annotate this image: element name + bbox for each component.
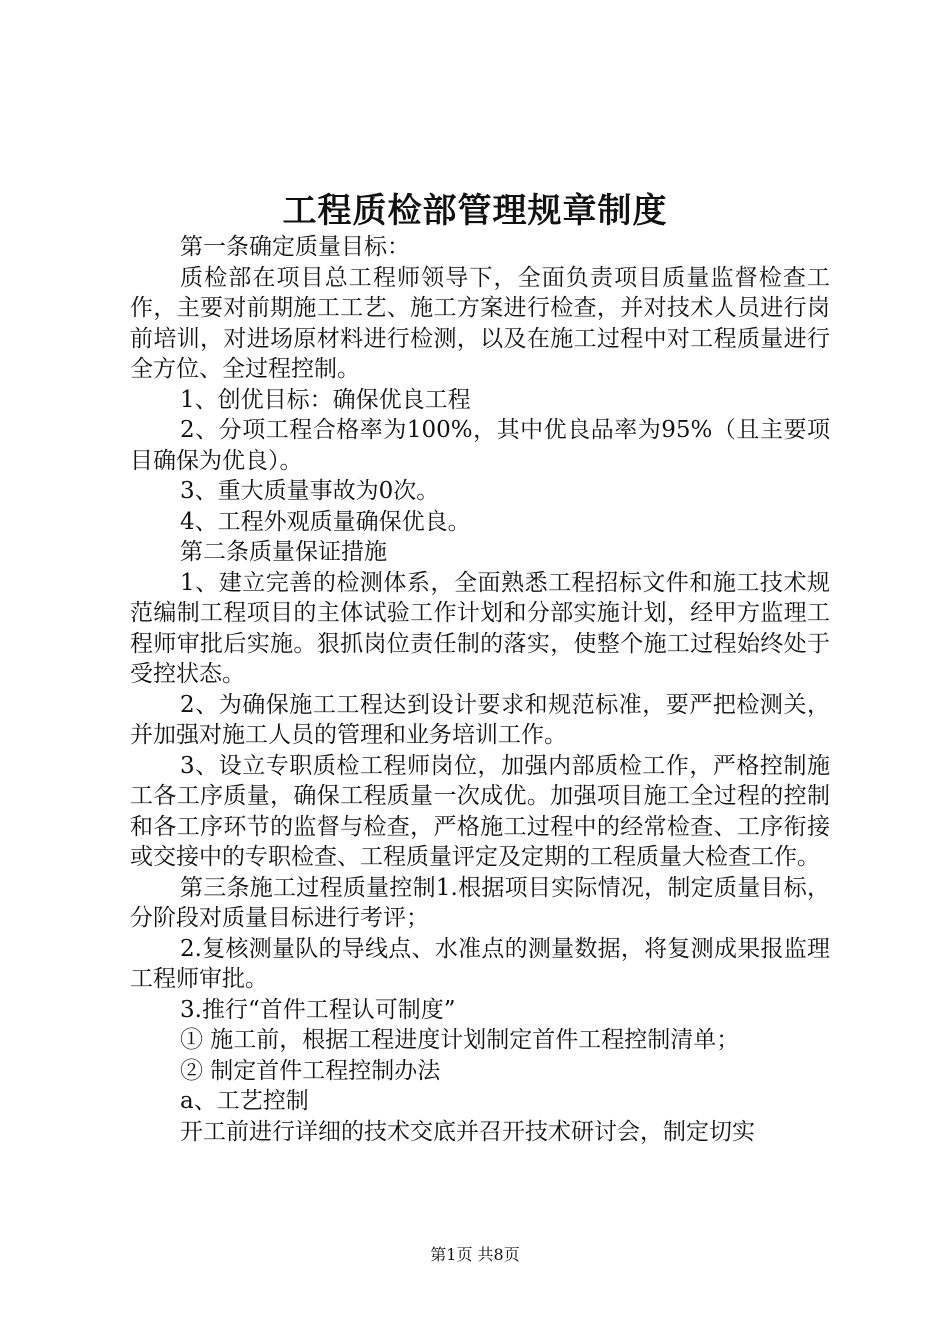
paragraph: ① 施工前，根据工程进度计划制定首件工程控制清单； <box>180 1027 740 1053</box>
paragraph: 4、工程外观质量确保优良。 <box>180 508 471 535</box>
paragraph: 1、创优目标：确保优良工程 <box>180 386 471 413</box>
paragraph: 2、分项工程合格率为100%，其中优良品率为95%（且主要项目确保为优良）。 <box>130 417 830 474</box>
paragraph: 第一条确定质量目标： <box>180 234 410 260</box>
paragraph: 质检部在项目总工程师领导下，全面负责项目质量监督检查工作，主要对前期施工工艺、施工方案进行检查，并对技术人员进行岗前培训，对进场原材料进行检测，以及在施工过程中对工程质量进行全方位、全过程控制。 <box>130 264 830 382</box>
paragraph: 第三条施工过程质量控制1.根据项目实际情况，制定质量目标，分阶段对质量目标进行考评； <box>130 874 830 931</box>
paragraph: 2.复核测量队的导线点、水准点的测量数据，将复测成果报监理工程师审批。 <box>130 935 830 992</box>
paragraph: 3、设立专职质检工程师岗位，加强内部质检工作，严格控制施工各工序质量，确保工程质量一次成优。加强项目施工全过程的控制和各工序环节的监督与检查，严格施工过程中的经常检查、工序衔接或交接中的专职检查、工程质量评定及定期的工程质量大检查工作。 <box>130 752 830 870</box>
paragraph: 2、为确保施工工程达到设计要求和规范标准，要严把检测关，并加强对施工人员的管理和业务培训工作。 <box>130 691 830 748</box>
document-title: 工程质检部管理规章制度 <box>282 191 668 231</box>
paragraph: 3、重大质量事故为0次。 <box>180 478 440 504</box>
paragraph: a、工艺控制 <box>180 1088 309 1114</box>
paragraph: 3.推行“首件工程认可制度” <box>180 996 456 1023</box>
paragraph: 开工前进行详细的技术交底并召开技术研讨会，制定切实 <box>180 1118 755 1145</box>
page-footer: 第1页 共8页 <box>430 1245 520 1264</box>
paragraph: 1、建立完善的检测体系，全面熟悉工程招标文件和施工技术规范编制工程项目的主体试验工作计划和分部实施计划，经甲方监理工程师审批后实施。狠抓岗位责任制的落实，使整个施工过程始终处于受控状态。 <box>130 569 830 687</box>
paragraph: 第二条质量保证措施 <box>180 539 387 565</box>
paragraph: ② 制定首件工程控制办法 <box>180 1057 441 1084</box>
document-body <box>130 232 830 1147</box>
